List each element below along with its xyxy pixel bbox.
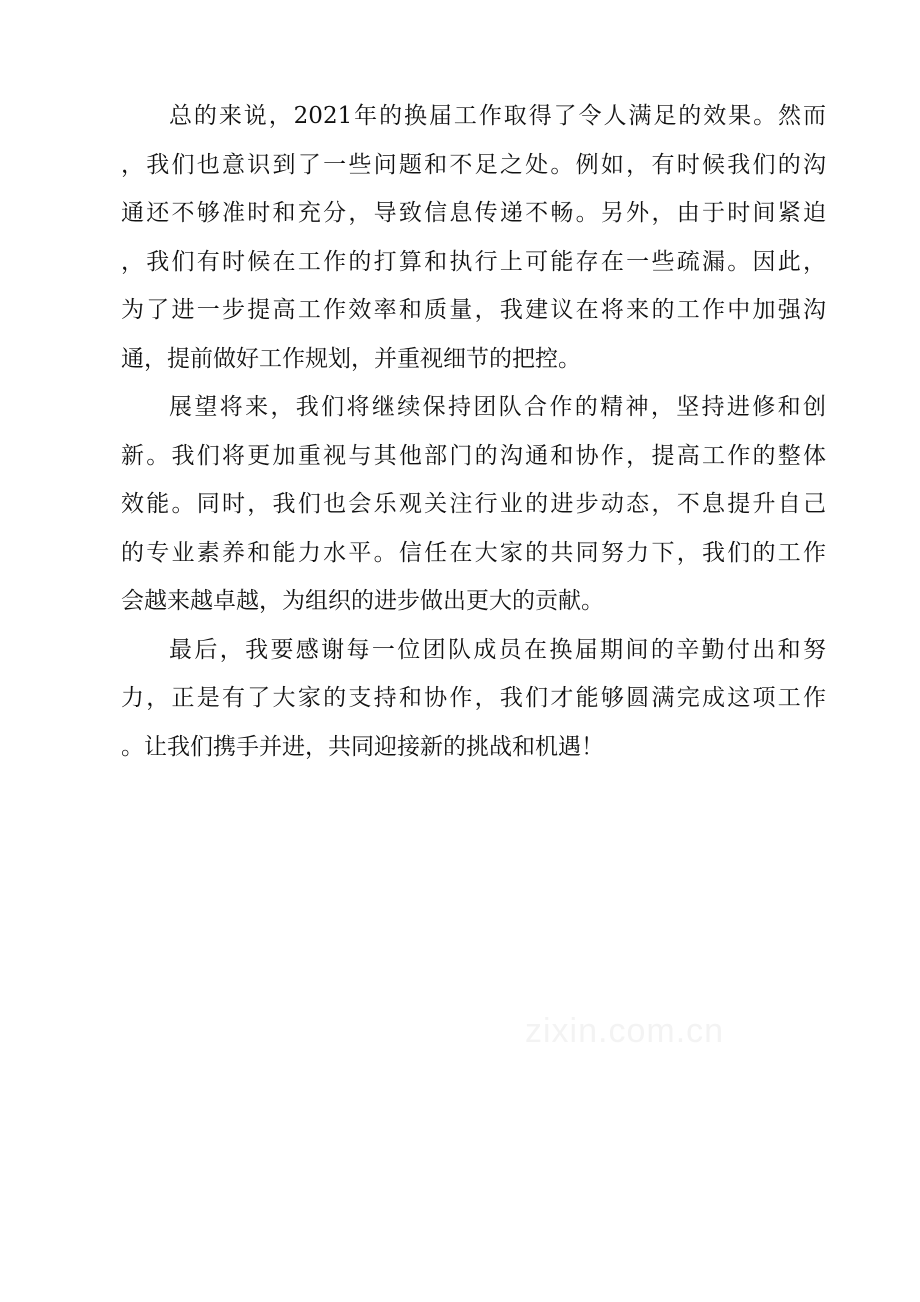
- watermark: zixin.com.cn: [525, 1012, 725, 1050]
- text-line: ，我们也意识到了一些问题和不足之处。例如，有时候我们的沟: [121, 151, 826, 178]
- text-line: 效能。同时，我们也会乐观关注行业的进步动态，不息提升自己: [121, 491, 826, 517]
- paragraph-outlook: [121, 383, 826, 626]
- text-line: ，我们有时候在工作的打算和执行上可能存在一些疏漏。因此，: [121, 248, 826, 275]
- paragraph-summary: [121, 92, 826, 383]
- text-line: 为了进一步提高工作效率和质量，我建议在将来的工作中加强沟: [121, 297, 826, 323]
- text-line: 新。我们将更加重视与其他部门的沟通和协作，提高工作的整体: [121, 442, 826, 469]
- text-line: 力，正是有了大家的支持和协作，我们才能够圆满完成这项工作: [121, 685, 826, 711]
- paragraph-thanks: [121, 626, 826, 772]
- text-line: 。让我们携手并进，共同迎接新的挑战和机遇！: [121, 733, 604, 760]
- text-line: 通还不够准时和充分，导致信息传递不畅。另外，由于时间紧迫: [121, 200, 826, 226]
- text-line: 的专业素养和能力水平。信任在大家的共同努力下，我们的工作: [121, 539, 826, 566]
- document-body: [121, 92, 826, 771]
- text-line: 展望将来，我们将继续保持团队合作的精神，坚持进修和创: [169, 394, 826, 420]
- text-line: 会越来越卓越，为组织的进步做出更大的贡献。: [121, 588, 604, 614]
- text-line: 最后，我要感谢每一位团队成员在换届期间的辛勤付出和努: [169, 636, 826, 663]
- text-line: 总的来说，2021年的换届工作取得了令人满足的效果。然而: [169, 103, 826, 129]
- text-line: 通，提前做好工作规划，并重视细节的把控。: [121, 345, 581, 372]
